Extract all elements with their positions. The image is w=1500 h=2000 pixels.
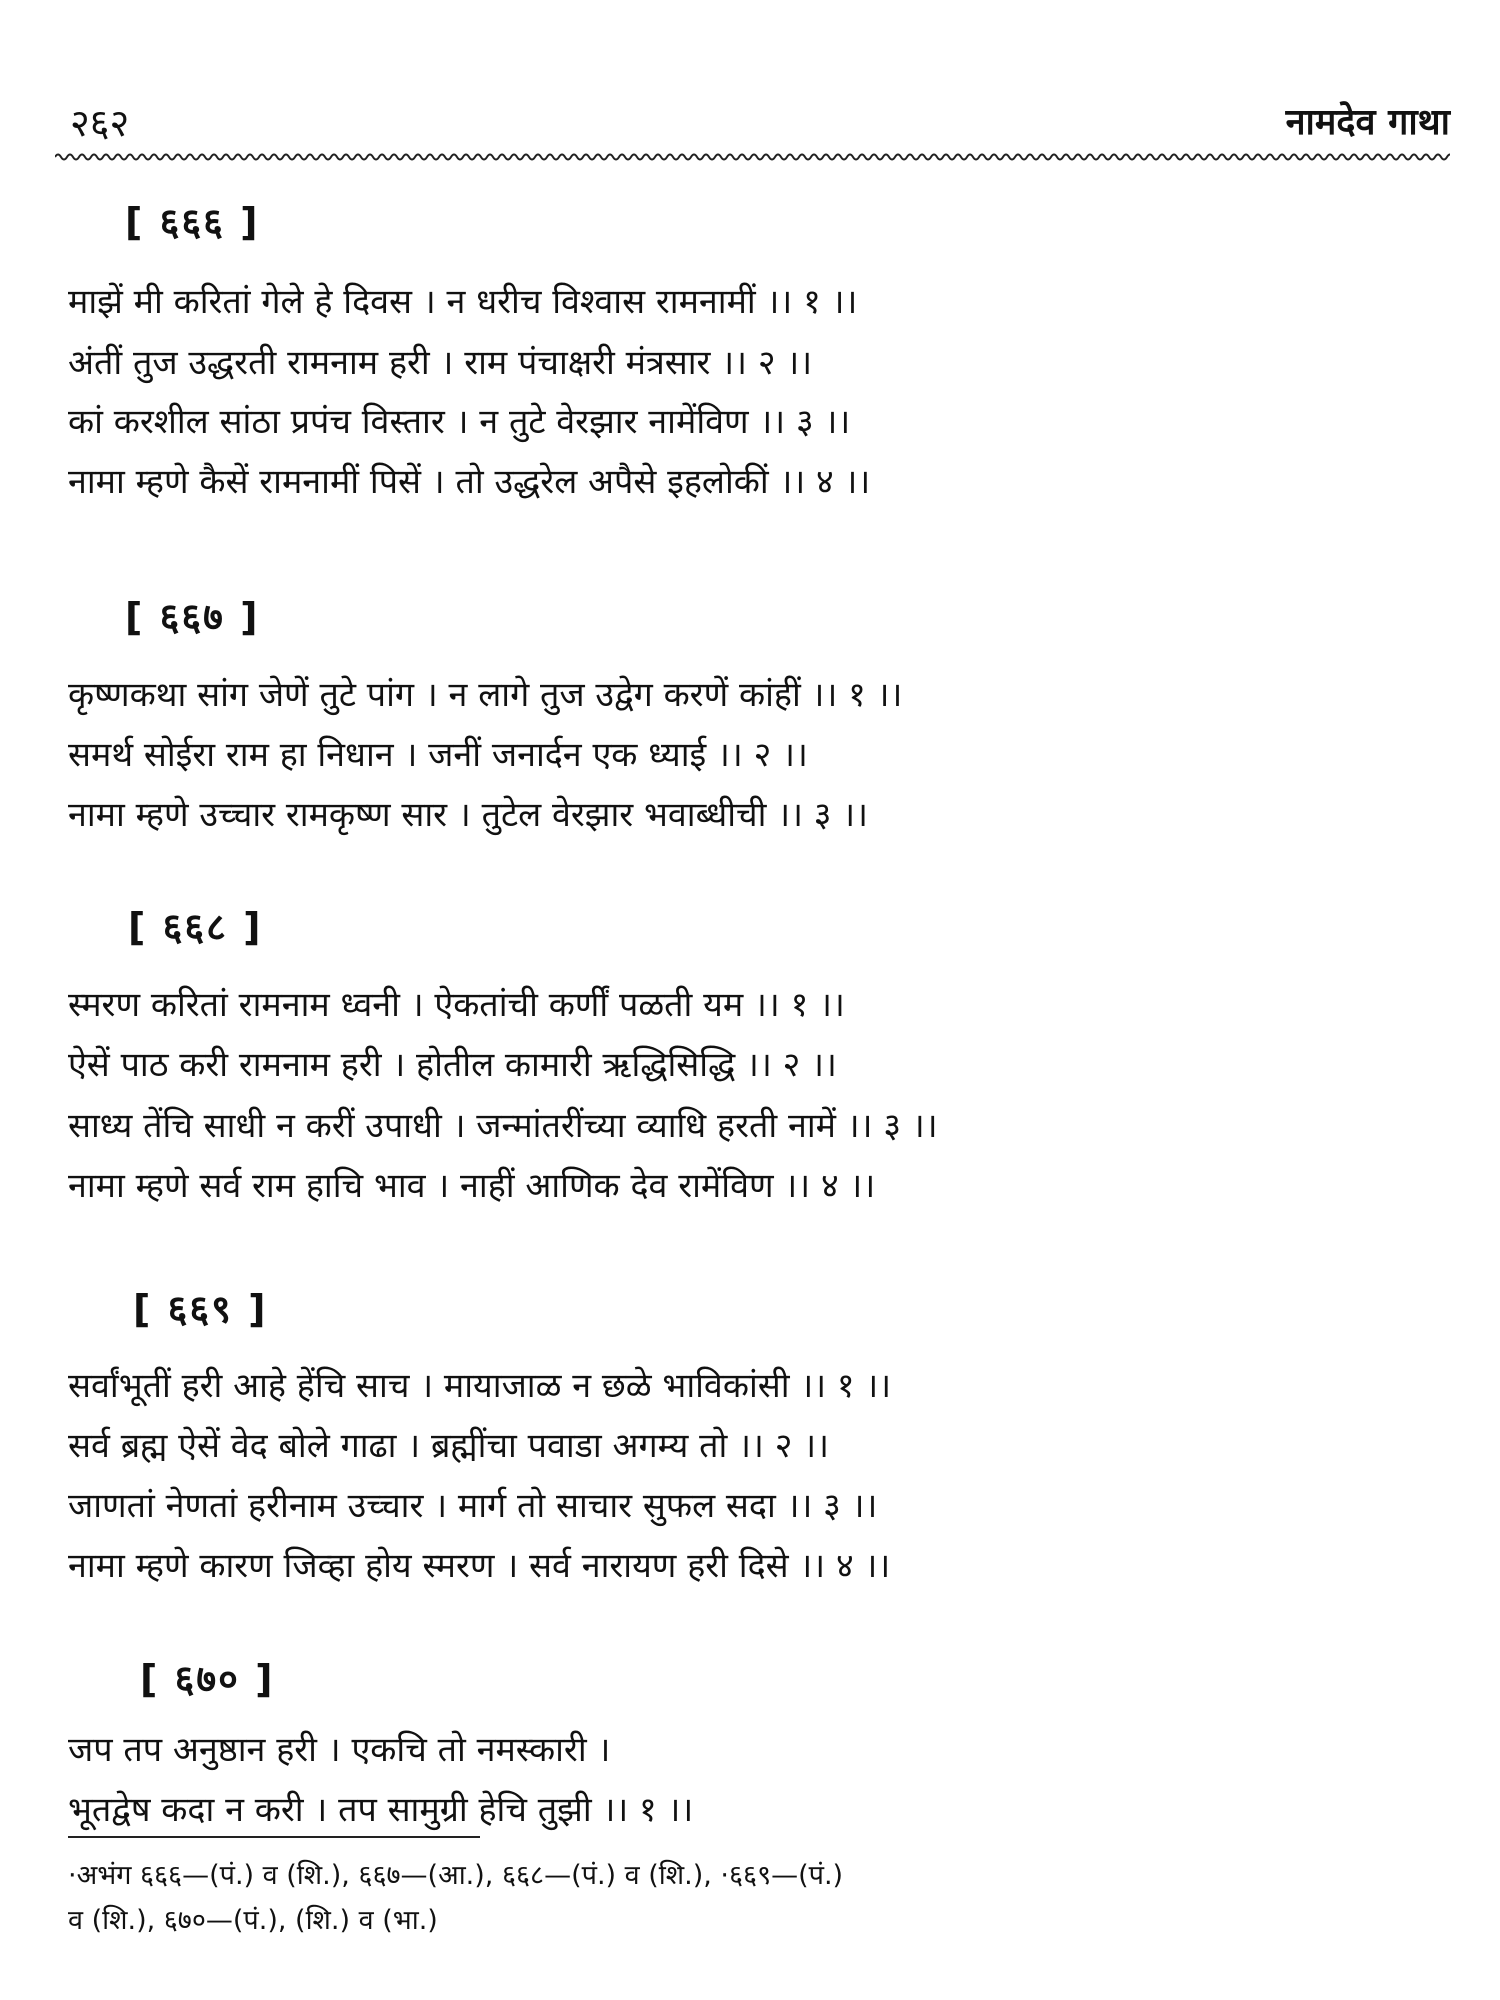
verse-line: नामा म्हणे कारण जिव्हा होय स्मरण । सर्व नारायण हरी दिसे ।। ४ ।। bbox=[68, 1546, 891, 1586]
poem-number-667: [ ६६७ ] bbox=[125, 595, 260, 639]
verse-line: साध्य तेंचि साधी न करीं उपाधी । जन्मांतरींच्या व्याधि हरती नामें ।। ३ ।। bbox=[68, 1106, 938, 1146]
poem-number-670: [ ६७० ] bbox=[140, 1657, 275, 1701]
page-header bbox=[55, 92, 1450, 152]
poem-number-668: [ ६६८ ] bbox=[128, 905, 263, 949]
footnote-rule bbox=[68, 1836, 480, 1838]
verse-line: भूतद्वेष कदा न करी । तप सामुग्री हेचि तुझी ।। १ ।। bbox=[68, 1790, 694, 1830]
verse-line: नामा म्हणे सर्व राम हाचि भाव । नाहीं आणिक देव रामेंविण ।। ४ ।। bbox=[68, 1166, 876, 1206]
verse-line: कां करशील सांठा प्रपंच विस्तार । न तुटे वेरझार नामेंविण ।। ३ ।। bbox=[68, 402, 851, 442]
poem-number-669: [ ६६९ ] bbox=[133, 1287, 268, 1331]
verse-line: जप तप अनुष्ठान हरी । एकचि तो नमस्कारी । bbox=[68, 1730, 611, 1770]
verse-line: माझें मी करितां गेले हे दिवस । न धरीच विश्वास रामनामीं ।। १ ।। bbox=[68, 282, 858, 322]
page-number: २६२ bbox=[70, 101, 130, 145]
footnote-line: व (शि.), ६७०—(पं.), (शि.) व (भा.) bbox=[68, 1905, 438, 1936]
footnote-line: ·अभंग ६६६—(पं.) व (शि.), ६६७—(आ.), ६६८—(पं.) व (शि.), ·६६९—(पं.) bbox=[68, 1860, 844, 1891]
verse-line: अंतीं तुज उद्धरती रामनाम हरी । राम पंचाक्षरी मंत्रसार ।। २ ।। bbox=[68, 343, 813, 383]
verse-line: कृष्णकथा सांग जेणें तुटे पांग । न लागे तुज उद्वेग करणें कांहीं ।। १ ।। bbox=[68, 675, 903, 715]
verse-line: नामा म्हणे कैसें रामनामीं पिसें । तो उद्धरेल अपैसे इहलोकीं ।। ४ ।। bbox=[68, 462, 871, 502]
verse-line: समर्थ सोईरा राम हा निधान । जनीं जनार्दन एक ध्याई ।। २ ।। bbox=[68, 735, 808, 775]
running-title: नामदेव गाथा bbox=[1285, 102, 1450, 143]
verse-line: स्मरण करितां रामनाम ध्वनी । ऐकतांची कर्णीं पळती यम ।। १ ।। bbox=[68, 985, 845, 1025]
verse-line: ऐसें पाठ करी रामनाम हरी । होतील कामारी ऋद्धिसिद्धि ।। २ ।। bbox=[68, 1045, 837, 1085]
verse-line: सर्वांभूतीं हरी आहे हेंचि साच । मायाजाळ न छळे भाविकांसी ।। १ ।। bbox=[68, 1366, 892, 1406]
verse-line: जाणतां नेणतां हरीनाम उच्चार । मार्ग तो साचार सुफल सदा ।। ३ ।। bbox=[68, 1486, 878, 1526]
verse-line: सर्व ब्रह्म ऐसें वेद बोले गाढा । ब्रह्मींचा पवाडा अगम्य तो ।। २ ।। bbox=[68, 1426, 829, 1466]
poem-number-666: [ ६६६ ] bbox=[125, 200, 260, 244]
verse-line: नामा म्हणे उच्चार रामकृष्ण सार । तुटेल वेरझार भवाब्धीची ।। ३ ।। bbox=[68, 795, 869, 835]
header-wavy-rule bbox=[55, 150, 1450, 164]
